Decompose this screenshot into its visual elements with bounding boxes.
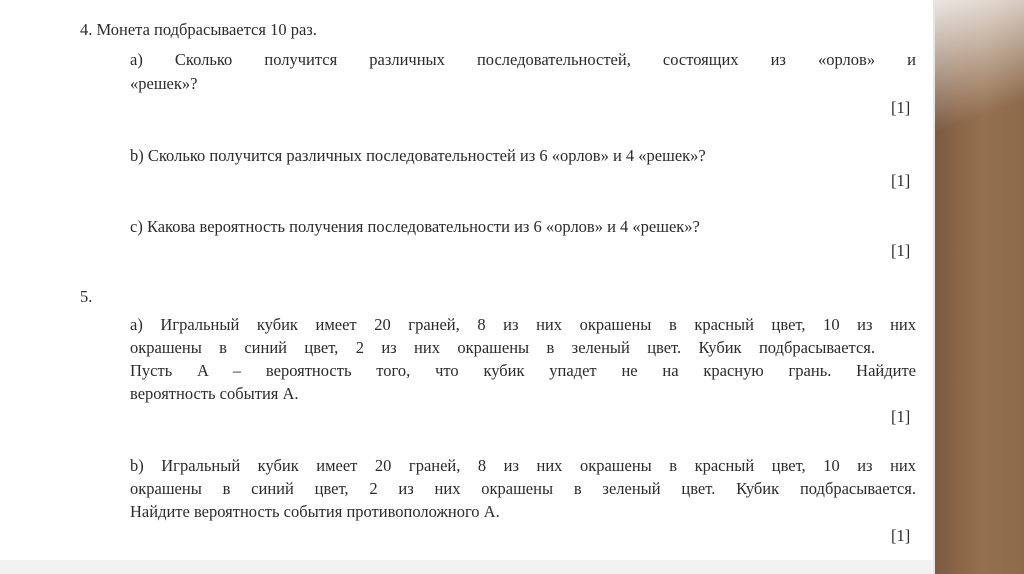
question-4-header: 4. Монета подбрасывается 10 раз. bbox=[80, 20, 317, 39]
question-5a-mark: [1] bbox=[891, 407, 911, 426]
decorative-side-panel bbox=[935, 0, 1024, 574]
question-5a-line-4: вероятность события A. bbox=[130, 384, 299, 403]
question-4b-mark: [1] bbox=[891, 171, 911, 190]
question-5a-line-2: окрашены в синий цвет, 2 из них окрашены в зеленый цвет. Кубик подбрасывается. bbox=[130, 338, 875, 357]
question-4a-line-1: a) Сколько получится различных последовательностей, состоящих из «орлов» и bbox=[130, 50, 916, 69]
question-4a-line-2: «решек»? bbox=[130, 74, 198, 93]
bottom-strip bbox=[0, 560, 935, 574]
question-5a-line-1: a) Игральный кубик имеет 20 граней, 8 из них окрашены в красный цвет, 10 из них bbox=[130, 315, 916, 334]
question-5-header: 5. bbox=[80, 287, 93, 306]
question-5b-mark: [1] bbox=[891, 526, 911, 545]
question-4c-mark: [1] bbox=[891, 241, 911, 260]
question-5a-line-3: Пусть A – вероятность того, что кубик упадет не на красную грань. Найдите bbox=[130, 361, 916, 380]
question-5b-line-2: окрашены в синий цвет, 2 из них окрашены в зеленый цвет. Кубик подбрасывается. bbox=[130, 479, 916, 498]
question-4c-text: c) Какова вероятность получения последовательности из 6 «орлов» и 4 «решек»? bbox=[130, 217, 700, 236]
question-4a-mark: [1] bbox=[891, 98, 911, 117]
question-5b-line-3: Найдите вероятность события противоположного A. bbox=[130, 502, 500, 521]
question-4b-text: b) Сколько получится различных последовательностей из 6 «орлов» и 4 «решек»? bbox=[130, 146, 706, 165]
question-5b-line-1: b) Игральный кубик имеет 20 граней, 8 из них окрашены в красный цвет, 10 из них bbox=[130, 456, 916, 475]
